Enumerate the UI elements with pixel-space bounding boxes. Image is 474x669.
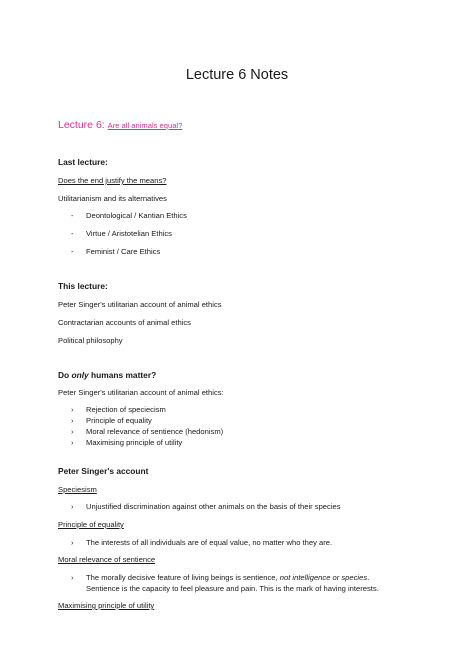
text-part: . xyxy=(367,573,370,582)
list-item: Moral relevance of sentience (hedonism) xyxy=(86,427,224,436)
last-lecture-intro: Utilitarianism and its alternatives xyxy=(58,194,167,203)
chevron-bullet: › xyxy=(71,416,74,425)
list-item: Peter Singer's utilitarian account of animal ethics xyxy=(58,300,222,309)
chevron-bullet: › xyxy=(71,427,74,436)
list-item: Rejection of speciecism xyxy=(86,405,166,414)
do-only-intro: Peter Singer's utilitarian account of animal ethics: xyxy=(58,388,224,397)
list-item: Deontological / Kantian Ethics xyxy=(86,211,187,220)
speciesism-text: Unjustified discrimination against other animals on the basis of their species xyxy=(86,502,341,511)
this-lecture-heading: This lecture: xyxy=(58,281,108,291)
dash-bullet: - xyxy=(71,229,74,238)
dash-bullet: - xyxy=(71,247,74,256)
lecture-label: Lecture 6: xyxy=(58,119,105,131)
list-item: Maximising principle of utility xyxy=(86,438,183,447)
singer-heading: Peter Singer's account xyxy=(58,466,149,476)
list-item: Virtue / Aristotelian Ethics xyxy=(86,229,172,238)
chevron-bullet: › xyxy=(71,405,74,414)
sentience-label: Moral relevance of sentience xyxy=(58,555,156,564)
page-title: Lecture 6 Notes xyxy=(185,67,289,83)
equality-label: Principle of equality xyxy=(58,520,124,529)
lecture-subtitle: Are all animals equal? xyxy=(107,121,183,130)
dash-bullet: - xyxy=(71,211,74,220)
chevron-bullet: › xyxy=(71,502,74,511)
last-lecture-question: Does the end justify the means? xyxy=(58,176,167,185)
text-emphasis: not intelligence or species xyxy=(279,573,368,582)
chevron-bullet: › xyxy=(71,573,74,582)
lecture-heading xyxy=(58,119,182,132)
chevron-bullet: › xyxy=(71,438,74,447)
heading-part: humans matter? xyxy=(88,370,157,380)
heading-part: Do xyxy=(58,370,72,380)
sentience-text-1 xyxy=(86,573,369,583)
list-item: Political philosophy xyxy=(58,336,123,345)
equality-text: The interests of all individuals are of equal value, no matter who they are. xyxy=(86,538,333,547)
speciesism-label: Speciesism xyxy=(58,485,97,494)
sentience-text-2: Sentience is the capacity to feel pleasure and pain. This is the mark of having interests. xyxy=(86,584,379,593)
list-item: Feminist / Care Ethics xyxy=(86,247,161,256)
list-item: Contractarian accounts of animal ethics xyxy=(58,318,191,327)
do-only-heading xyxy=(58,370,156,380)
list-item: Principle of equality xyxy=(86,416,152,425)
text-part: The morally decisive feature of living beings is sentience, xyxy=(86,573,280,582)
chevron-bullet: › xyxy=(71,538,74,547)
utility-label: Maximising principle of utility xyxy=(58,601,155,610)
last-lecture-heading: Last lecture: xyxy=(58,157,108,167)
heading-emphasis: only xyxy=(71,370,89,380)
